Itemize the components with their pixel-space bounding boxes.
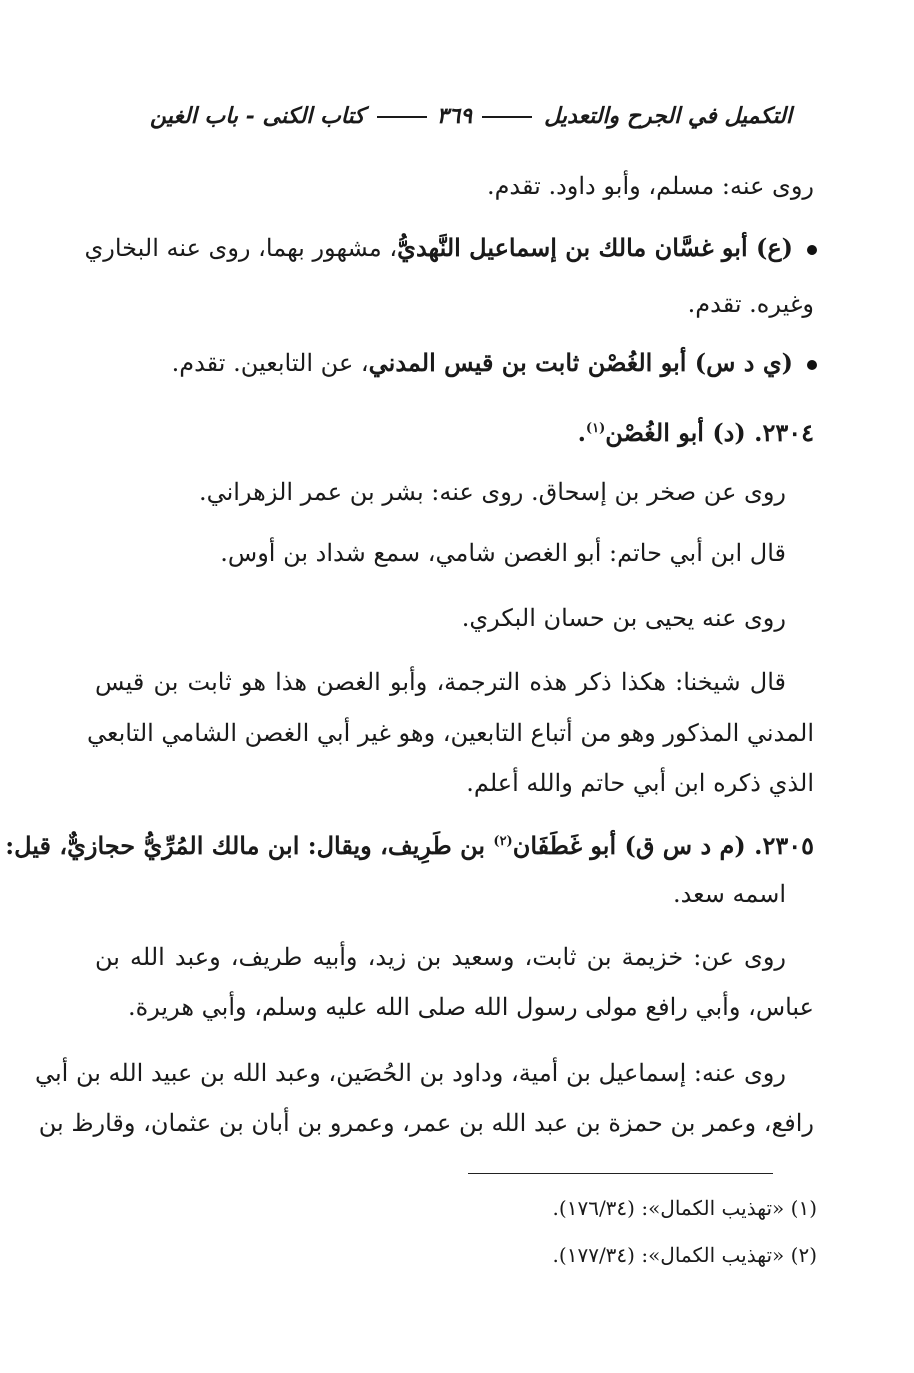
footnote-1: (١) «تهذيب الكمال»: (١٧٦/٣٤). (552, 1196, 817, 1220)
running-header (150, 103, 792, 129)
header-section-title: كتاب الكنى - باب الغين (150, 103, 365, 129)
entry-heading-text: ٢٣٠٥. (م د س ق) أبو غَطَفَان (512, 831, 814, 860)
bullet-entry-malik (84, 228, 817, 268)
text-line: روى عنه: مسلم، وأبو داود. تقدم. (486, 172, 814, 200)
text-line: روى عن صخر بن إسحاق. روى عنه: بشر بن عمر الزهراني. (198, 478, 786, 506)
entry-heading-text: بن طَرِيف، ويقال: ابن مالك المُرِّيُّ حجازيٌّ، قيل: (5, 831, 494, 860)
footnote-2: (٢) «تهذيب الكمال»: (١٧٧/٣٤). (552, 1243, 817, 1267)
text-line: اسمه سعد. (672, 880, 786, 908)
header-book-title: التكميل في الجرح والتعديل (544, 103, 792, 129)
header-dash (377, 116, 427, 118)
text-line: قال ابن أبي حاتم: أبو الغصن شامي، سمع شداد بن أوس. (220, 539, 786, 567)
bullet-icon (807, 245, 817, 255)
entry-text: ، مشهور بهما، روى عنه البخاري (84, 234, 398, 262)
entry-name: (ع) أبو غسَّان مالك بن إسماعيل النَّهديُّ (397, 233, 793, 262)
footnote-marker: (١) (585, 421, 606, 436)
text-line: المدني المذكور وهو من أتباع التابعين، وهو غير أبي الغصن الشامي التابعي (87, 719, 814, 747)
entry-heading-2305 (5, 822, 814, 866)
header-center (367, 103, 542, 129)
text-line: الذي ذكره ابن أبي حاتم والله أعلم. (466, 769, 814, 797)
entry-text: ، عن التابعين. تقدم. (171, 349, 369, 377)
bullet-icon (807, 360, 817, 370)
text-line: رافع، وعمر بن حمزة بن عبد الله بن عمر، وعمرو بن أبان بن عثمان، وقارظ بن (38, 1109, 814, 1137)
bullet-entry-thabit (172, 343, 817, 383)
text-line: قال شيخنا: هكذا ذكر هذه الترجمة، وأبو الغصن هذا هو ثابت بن قيس (95, 668, 786, 696)
text-line: وغيره. تقدم. (687, 290, 814, 318)
text-line: روى عن: خزيمة بن ثابت، وسعيد بن زيد، وأبيه طريف، وعبد الله بن (95, 943, 786, 971)
footnote-marker: (٢) (493, 834, 513, 849)
page-number: ٣٦٩ (436, 103, 473, 129)
entry-name: (ي د س) أبو الغُصْن ثابت بن قيس المدني (368, 348, 793, 377)
header-dash (482, 116, 532, 118)
entry-heading-text: ٢٣٠٤. (د) أبو الغُصْن (605, 418, 814, 447)
text-line: عباس، وأبي رافع مولى رسول الله صلى الله عليه وسلم، وأبي هريرة. (127, 993, 814, 1021)
text-line: روى عنه: إسماعيل بن أمية، وداود بن الحُصَين، وعبد الله بن عبيد الله بن أبي (34, 1059, 786, 1087)
text-line: روى عنه يحيى بن حسان البكري. (461, 604, 786, 632)
entry-heading-2304: ٢٣٠٤. (د) أبو الغُصْن$^{(١)}$. (577, 418, 814, 447)
footnote-divider (468, 1173, 773, 1174)
